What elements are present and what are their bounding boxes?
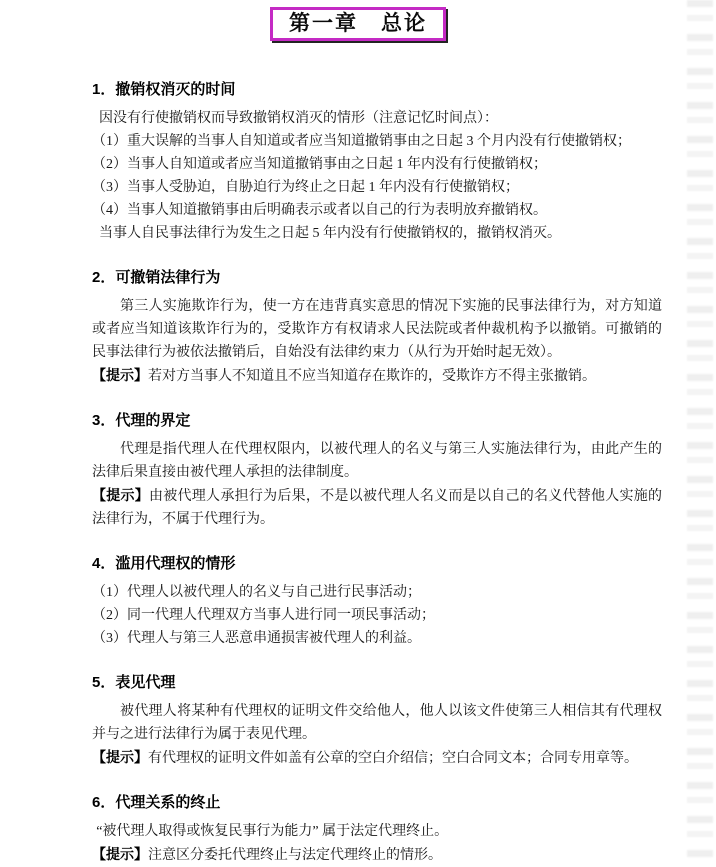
tip-text: 有代理权的证明文件如盖有公章的空白介绍信；空白合同文本；合同专用章等。 [148, 751, 638, 766]
list-item: （1）代理人以被代理人的名义与自己进行民事活动； [92, 585, 421, 600]
paragraph-line: 因没有行使撤销权而导致撤销权消灭的情形（注意记忆时间点）： [99, 111, 498, 126]
section-apparent-agency [92, 672, 662, 770]
paragraph: 被代理人将某种有代理权的证明文件交给他人，他人以该文件使第三人相信其有代理权并与之进行法律行为属于表见代理。 [92, 704, 662, 742]
section-agency-termination [92, 792, 662, 867]
tip-text: 由被代理人承担行为后果，不是以被代理人名义而是以自己的名义代替他人实施的法律行为，不属于代理行为。 [92, 489, 663, 527]
list-item: （4）当事人知道撤销事由后明确表示或者以自己的行为表明放弃撤销权。 [92, 203, 547, 218]
section-agency-definition [92, 410, 662, 531]
tip-label: 【提示】 [92, 367, 148, 383]
section-heading: 5．表见代理 [92, 674, 176, 691]
section-agency-abuse [92, 553, 662, 650]
section-heading: 3．代理的界定 [92, 412, 191, 429]
section-heading: 4．滥用代理权的情形 [92, 555, 236, 572]
tip-line [92, 843, 662, 867]
paragraph: 第三人实施欺诈行为，使一方在违背真实意思的情况下实施的民事法律行为，对方知道或者应当知道该欺诈行为的，受欺诈方有权请求人民法院或者仲裁机构予以撤销。可撤销的民事法律行为被依法撤销后，自始没有法律约束力（从行为开始时起无效）。 [92, 299, 662, 360]
tip-text: 若对方当事人不知道且不应当知道存在欺诈的，受欺诈方不得主张撤销。 [148, 369, 596, 384]
list-item: （1）重大误解的当事人自知道或者应当知道撤销事由之日起 3 个月内没有行使撤销权； [92, 134, 631, 149]
section-heading: 1．撤销权消灭的时间 [92, 81, 236, 98]
tip-text: 注意区分委托代理终止与法定代理终止的情形。 [148, 848, 442, 863]
tip-line [92, 364, 662, 388]
tip-label: 【提示】 [92, 749, 148, 765]
section-heading: 6．代理关系的终止 [92, 794, 221, 811]
page-content [0, 41, 716, 867]
tip-label: 【提示】 [92, 487, 150, 503]
section-heading: 2．可撤销法律行为 [92, 269, 221, 286]
list-item: （2）当事人自知道或者应当知道撤销事由之日起 1 年内没有行使撤销权； [92, 157, 547, 172]
list-item: （2）同一代理人代理双方当事人进行同一项民事活动； [92, 608, 435, 623]
paragraph: “被代理人取得或恢复民事行为能力” 属于法定代理终止。 [96, 824, 449, 839]
list-item: （3）当事人受胁迫，自胁迫行为终止之日起 1 年内没有行使撤销权； [92, 180, 519, 195]
tip-label: 【提示】 [92, 846, 148, 862]
chapter-title: 第一章 总论 [270, 7, 446, 41]
paragraph: 代理是指代理人在代理权限内，以被代理人的名义与第三人实施法律行为，由此产生的法律后果直接由被代理人承担的法律制度。 [92, 442, 662, 480]
tip-line [92, 484, 662, 531]
section-revocable-legal-acts [92, 267, 662, 388]
chapter-title-row [0, 0, 716, 41]
paragraph-line: 当事人自民事法律行为发生之日起 5 年内没有行使撤销权的，撤销权消灭。 [99, 226, 561, 241]
list-item: （3）代理人与第三人恶意串通损害被代理人的利益。 [92, 631, 421, 646]
section-revocation-extinction-time [92, 79, 662, 245]
tip-line [92, 746, 662, 770]
